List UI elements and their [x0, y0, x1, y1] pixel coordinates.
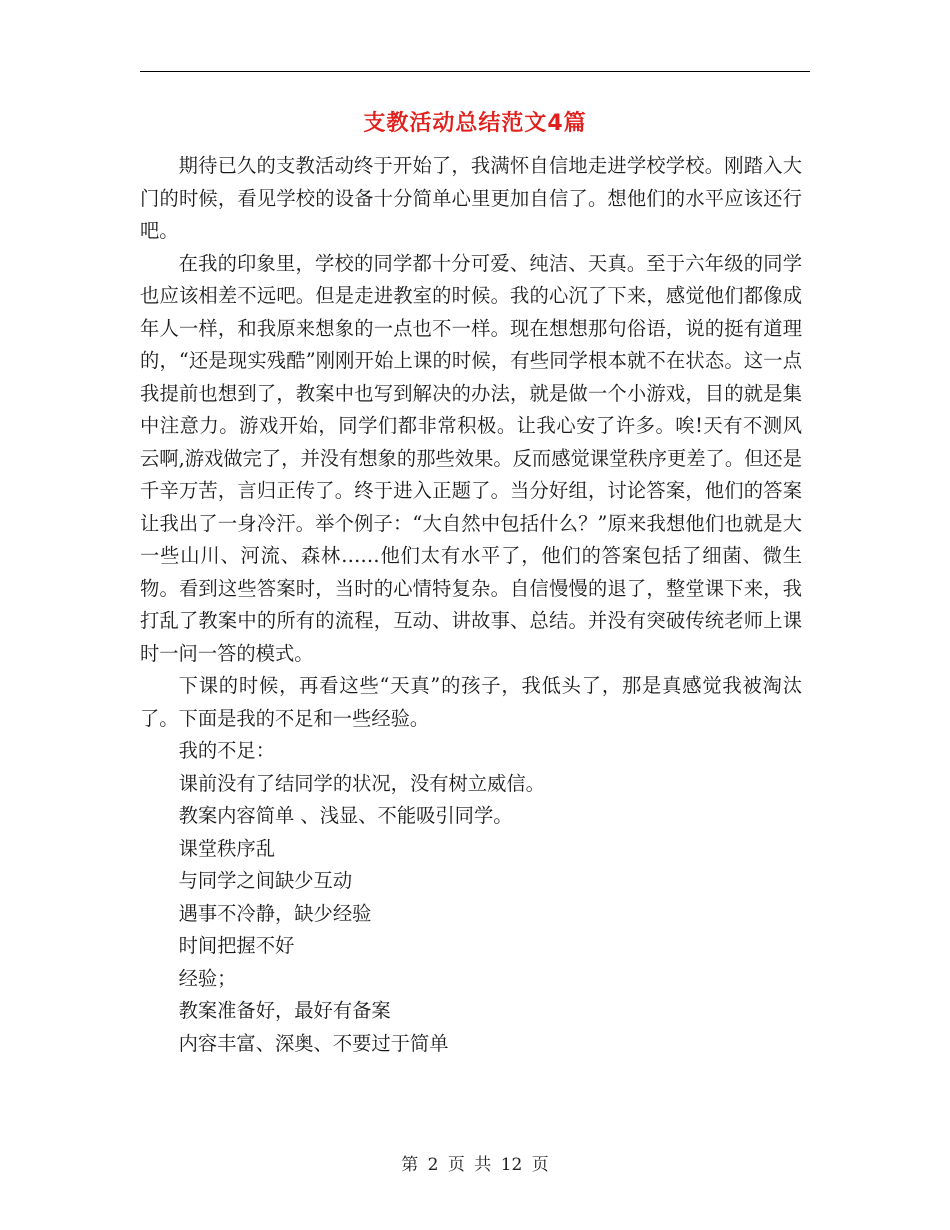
section-heading-shortcomings: 我的不足：	[178, 739, 275, 762]
list-item: 与同学之间缺少互动	[178, 869, 353, 892]
header-rule	[140, 71, 810, 72]
list-item: 时间把握不好	[178, 934, 295, 957]
list-item: 课前没有了结同学的状况，没有树立威信。	[178, 771, 545, 795]
paragraph: 在我的印象里，学校的同学都十分可爱、纯洁、天真。至于六年级的同学也应该相差不远吧。但是走进教室的时候。我的心沉了下来，感觉他们都像成年人一样，和我原来想象的一点也不一样。现在想想那句俗语，说的挺有道理的，“还是现实残酷”刚刚开始上课的时候，有些同学根本就不在状态。这一点我提前也想到了，教案中也写到解决的办法，就是做一个小游戏，目的就是集中注意力。游戏开始，同学们都非常积极。让我心安了许多。唉!天有不测风云啊,游戏做完了，并没有想象的那些效果。反而感觉课堂秩序更差了。但还是千辛万苦，言归正传了。终于进入正题了。当分好组，讨论答案，他们的答案让我出了一身冷汗。举个例子：“大自然中包括什么？”原来我想他们也就是大一些山川、河流、森林……他们太有水平了，他们的答案包括了细菌、微生物。看到这些答案时，当时的心情特复杂。自信慢慢的退了，整堂课下来，我打乱了教案中的所有的流程，互动、讲故事、总结。并没有突破传统老师上课时一问一答的模式。	[140, 251, 802, 665]
section-heading-experience: 经验；	[178, 966, 237, 990]
document-body	[140, 150, 802, 1060]
list-item: 内容丰富、深奥、不要过于简单	[178, 1031, 449, 1055]
paragraph: 下课的时候，再看这些“天真”的孩子，我低头了，那是真感觉我被淘汰了。下面是我的不足和一些经验。	[140, 674, 802, 730]
page-number: 第 2 页 共 12 页	[401, 1155, 549, 1175]
list-item: 课堂秩序乱	[178, 836, 275, 860]
list-item: 教案内容简单 、浅显、不能吸引同学。	[178, 804, 513, 827]
list-item: 教案准备好，最好有备案	[178, 999, 391, 1022]
document-title: 支教活动总结范文4篇	[363, 111, 587, 136]
paragraph: 期待已久的支教活动终于开始了，我满怀自信地走进学校学校。刚踏入大门的时候，看见学校的设备十分简单心里更加自信了。想他们的水平应该还行吧。	[140, 154, 802, 242]
list-item: 遇事不冷静，缺少经验	[178, 901, 372, 925]
